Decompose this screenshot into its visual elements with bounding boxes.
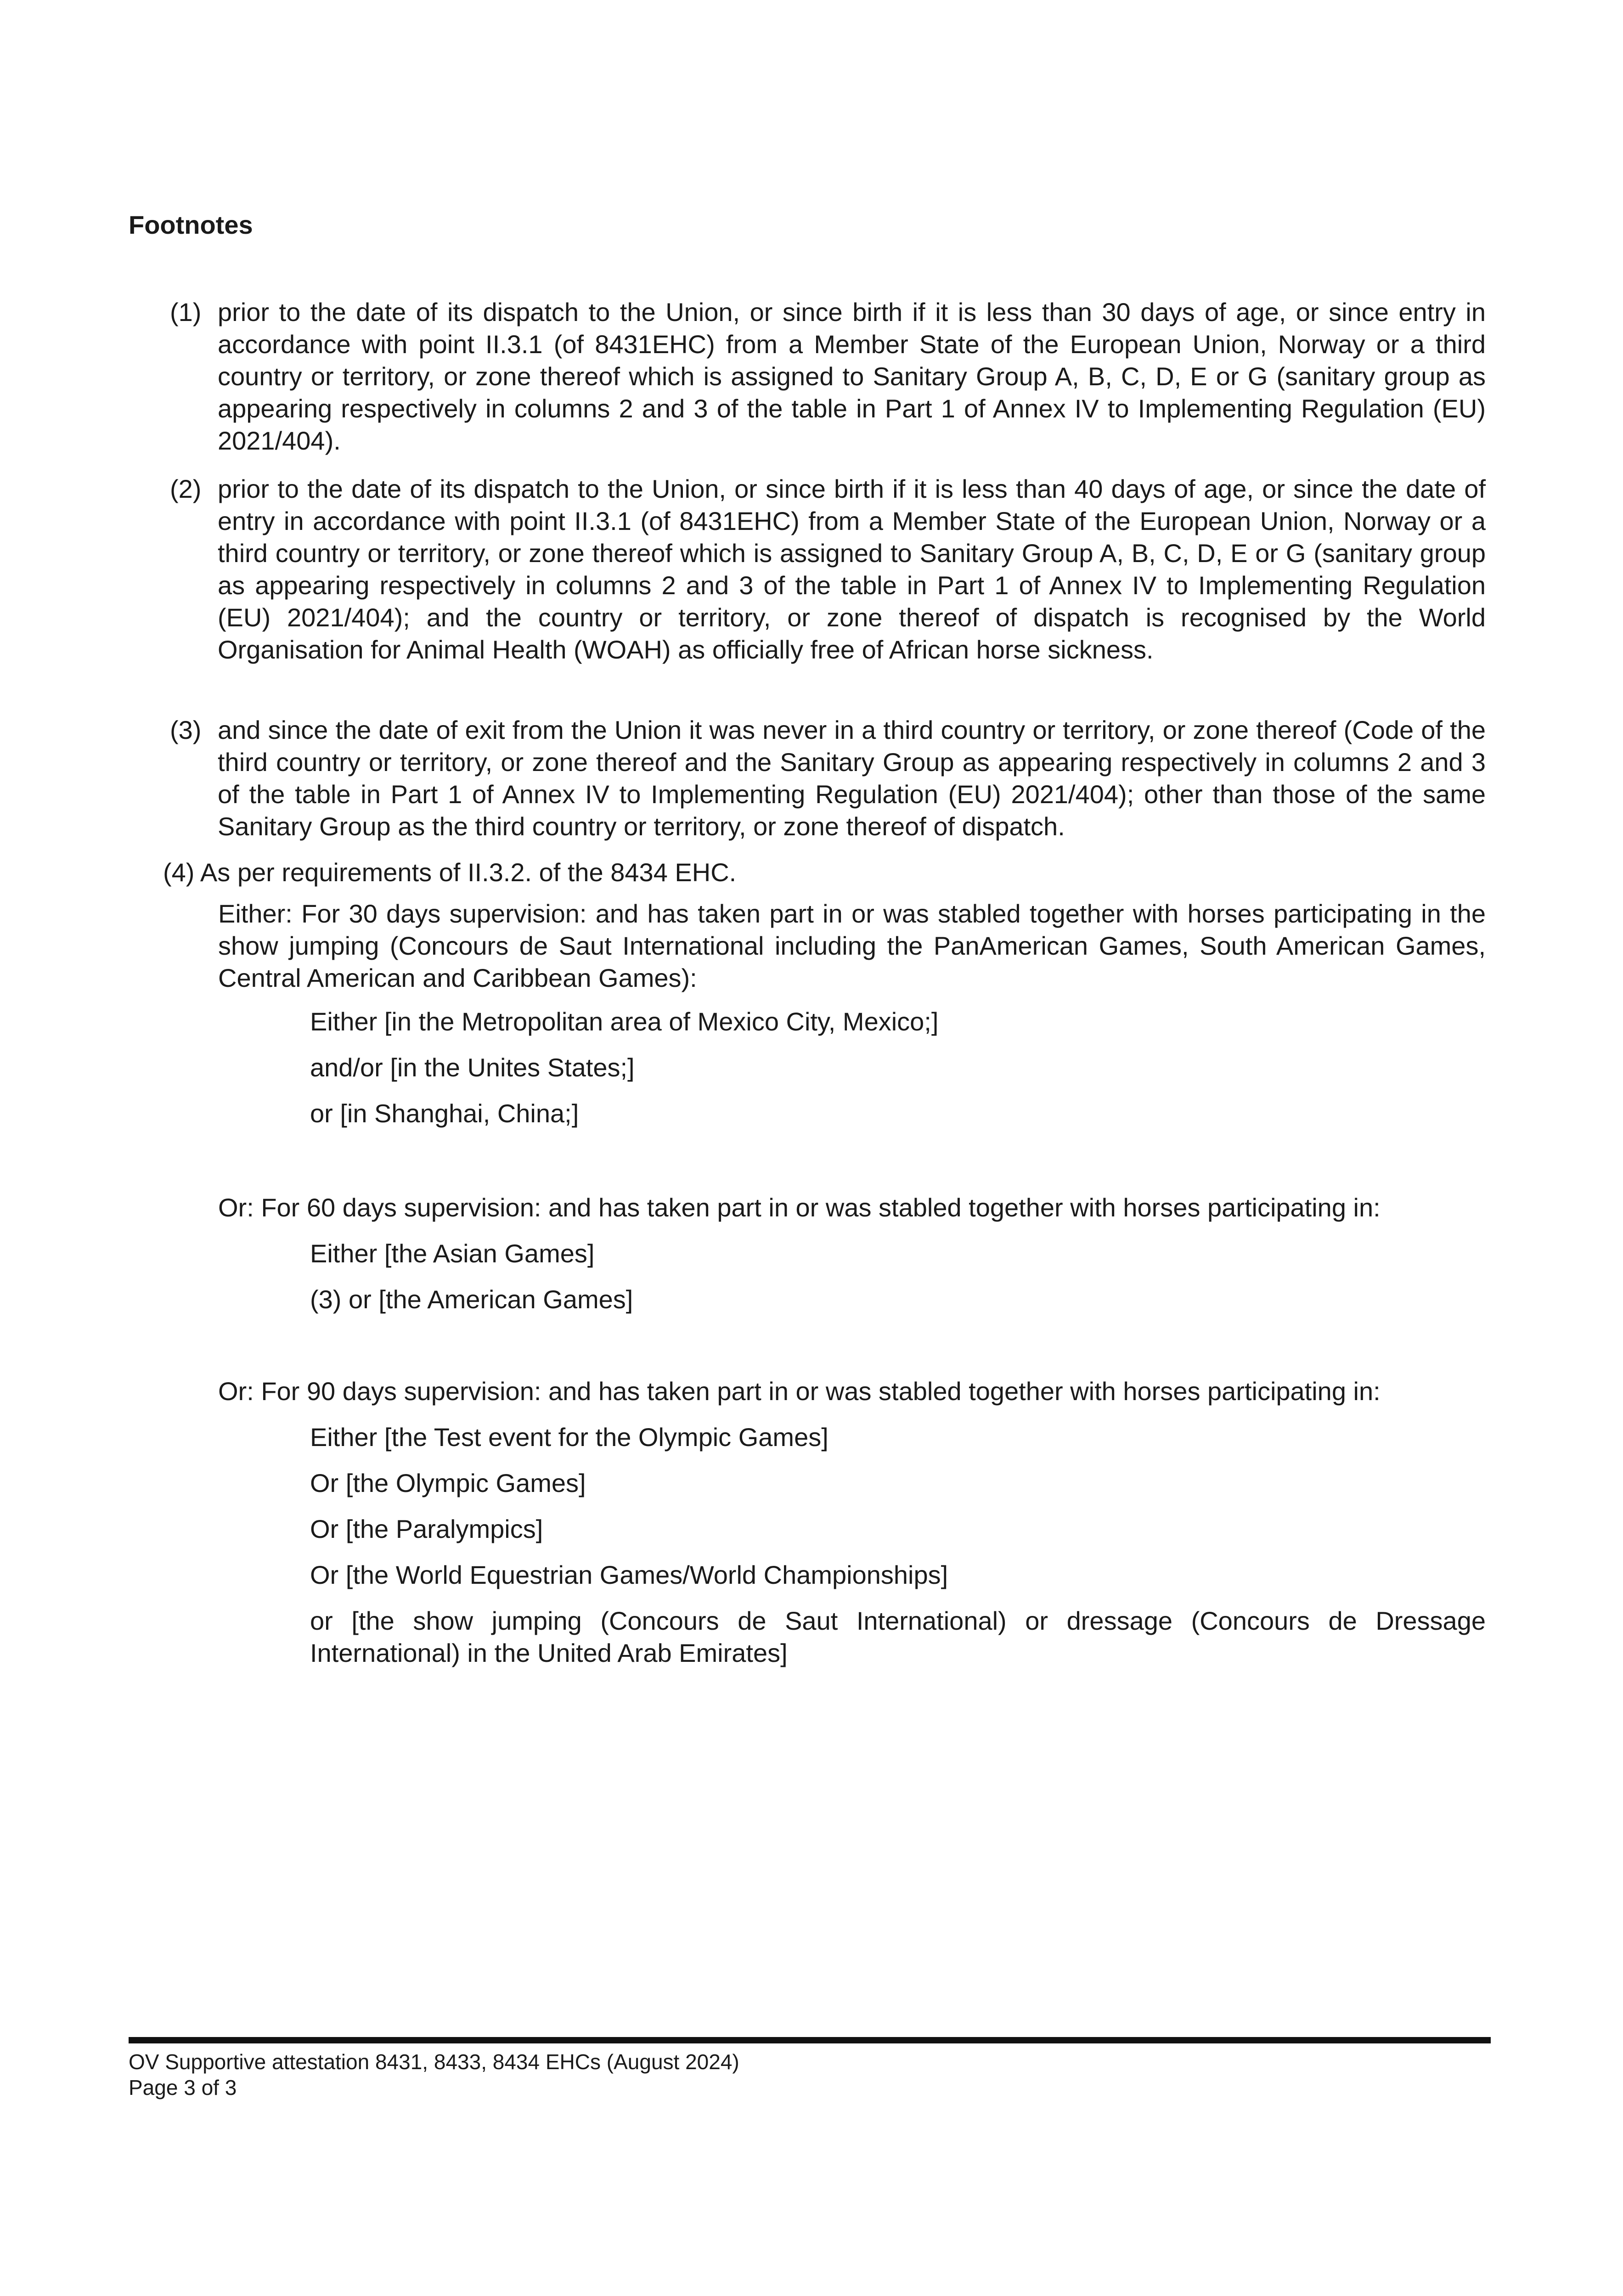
- option-90-item: or [the show jumping (Concours de Saut International) or dressage (Concours de Dressage International) in the United Arab Emirates]: [310, 1606, 1486, 1667]
- footer-divider: [129, 2037, 1491, 2043]
- option-90-item: Or [the Olympic Games]: [310, 1469, 586, 1497]
- option-60-item: (3) or [the American Games]: [310, 1285, 633, 1314]
- footnote-2: [170, 473, 1486, 666]
- option-90-days-intro: Or: For 90 days supervision: and has taken part in or was stabled together with horses participating in:: [218, 1377, 1381, 1406]
- option-60-days-intro: Or: For 60 days supervision: and has taken part in or was stabled together with horses participating in:: [218, 1193, 1381, 1222]
- footer-page-number: Page 3 of 3: [129, 2076, 237, 2099]
- footnote-1: [170, 296, 1486, 457]
- footnote-text: and since the date of exit from the Union it was never in a third country or territory, or zone thereof (Code of the third country or territory, or zone thereof and the Sanitary Group as appearing respectively in columns 2 and 3 of the table in Part 1 of Annex IV to Implementing Regulation (EU) 2021/404); other than those of the same Sanitary Group as the third country or territory, or zone thereof of dispatch.: [218, 715, 1486, 841]
- option-30-item: Either [in the Metropolitan area of Mexico City, Mexico;]: [310, 1007, 939, 1036]
- page-heading: Footnotes: [129, 210, 253, 239]
- footer-document-reference: OV Supportive attestation 8431, 8433, 8434 EHCs (August 2024): [129, 2050, 739, 2074]
- option-90-item: Or [the Paralympics]: [310, 1514, 543, 1543]
- footnote-text: prior to the date of its dispatch to the Union, or since birth if it is less than 30 days of age, or since entry in accordance with point II.3.1 (of 8431EHC) from a Member State of the European Union, Norway or a third country or territory, or zone thereof which is assigned to Sanitary Group A, B, C, D, E or G (sanitary group as appearing respectively in columns 2 and 3 of the table in Part 1 of Annex IV to Implementing Regulation (EU) 2021/404).: [218, 298, 1486, 455]
- footnote-3: [170, 714, 1486, 843]
- footnote-4-heading: (4) As per requirements of II.3.2. of the 8434 EHC.: [163, 858, 737, 887]
- option-90-item: Or [the World Equestrian Games/World Championships]: [310, 1560, 948, 1589]
- footnote-text: prior to the date of its dispatch to the Union, or since birth if it is less than 40 days of age, or since the date of entry in accordance with point II.3.1 (of 8431EHC) from a Member State of the European Union, Norway or a third country or territory, or zone thereof which is assigned to Sanitary Group A, B, C, D, E or G (sanitary group as appearing respectively in columns 2 and 3 of the table in Part 1 of Annex IV to Implementing Regulation (EU) 2021/404); and the country or territory, or zone thereof of dispatch is recognised by the World Organisation for Animal Health (WOAH) as officially free of African horse sickness.: [218, 474, 1486, 664]
- footnote-number: (2): [170, 474, 202, 503]
- footnote-number: (1): [170, 298, 202, 326]
- option-90-item: Either [the Test event for the Olympic Games]: [310, 1423, 828, 1452]
- option-30-item: and/or [in the Unites States;]: [310, 1053, 635, 1082]
- option-30-days-intro: Either: For 30 days supervision: and has taken part in or was stabled together with horses participating in the show jumping (Concours de Saut International including the PanAmerican Games, South American Games, Central American and Caribbean Games):: [218, 899, 1486, 992]
- option-60-item: Either [the Asian Games]: [310, 1239, 595, 1268]
- footnote-number: (3): [170, 715, 202, 744]
- option-30-item: or [in Shanghai, China;]: [310, 1099, 579, 1128]
